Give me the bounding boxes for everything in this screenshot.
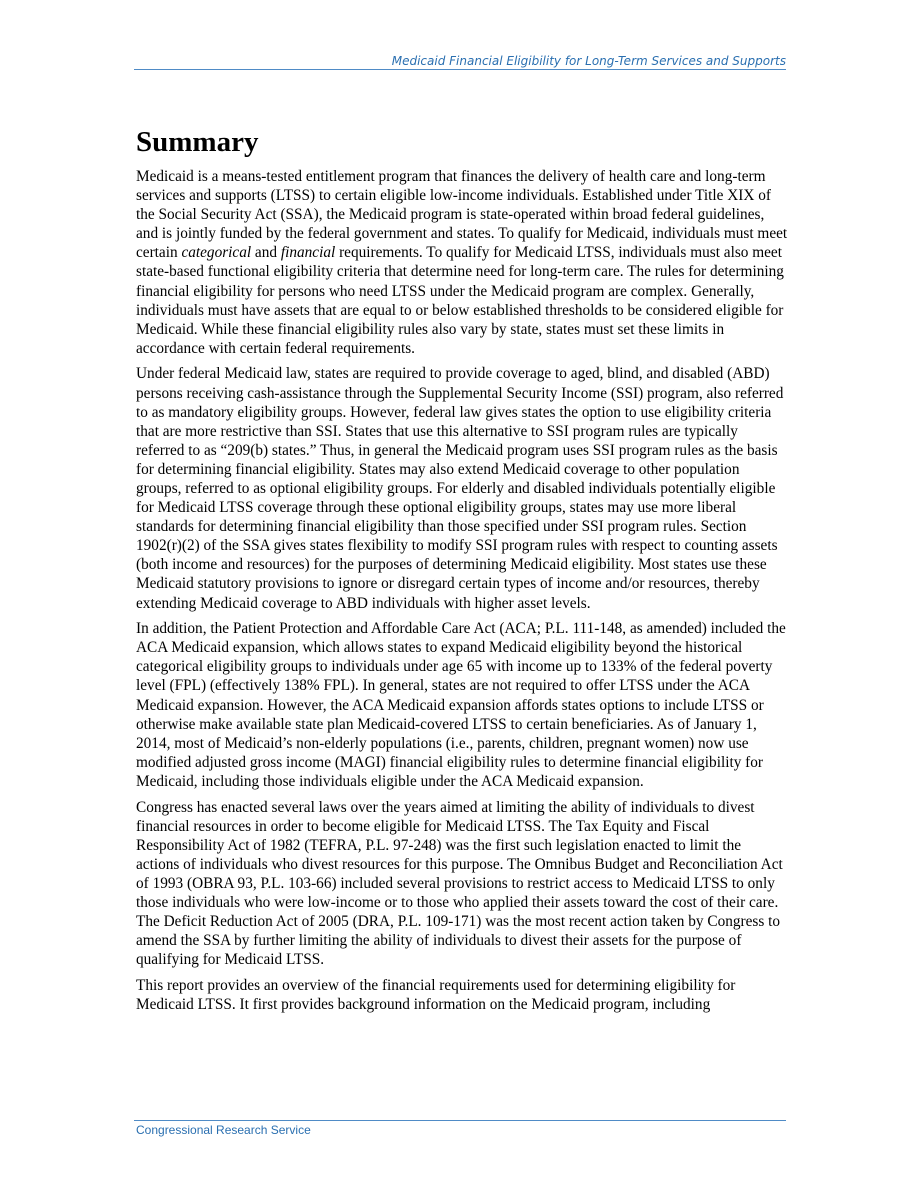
running-header-title: Medicaid Financial Eligibility for Long-Term Services and Supports [391,54,786,68]
financial-emphasis: financial [280,244,336,262]
paragraph-5: This report provides an overview of the financial requirements used for determining eligibility for Medicaid LTSS. It first provides background information on the Medicaid program, including [136,976,736,1013]
header-divider [134,69,786,70]
paragraph-1-text-b: and [251,244,281,262]
paragraph-1 [136,167,788,358]
paragraph-3: In addition, the Patient Protection and Affordable Care Act (ACA; P.L. 111-148, as amended) included the ACA Medicaid expansion, which allows states to expand Medicaid eligibility beyond the historical categorical eligibility groups to individuals under age 65 with income up to 133% of the federal poverty level (FPL) (effectively 138% FPL). In general, states are not required to offer LTSS under the ACA Medicaid expansion. However, the ACA Medicaid expansion affords states options to include LTSS or otherwise make available state plan Medicaid-covered LTSS to certain beneficiaries. As of January 1, 2014, most of Medicaid’s non-elderly populations (i.e., parents, children, pregnant women) now use modified adjusted gross income (MAGI) financial eligibility rules to determine financial eligibility for Medicaid, including those individuals eligible under the ACA Medicaid expansion. [136,620,786,790]
main-content [136,124,788,1021]
categorical-emphasis: categorical [181,244,252,262]
footer-divider [134,1120,786,1121]
paragraph-1-text-c: requirements. To qualify for Medicaid LTSS, individuals must also meet state-based functional eligibility criteria that determine need for long-term care. The rules for determining financial eligibility for persons who need LTSS under the Medicaid program are complex. Generally, individuals must have assets that are equal to or below established thresholds to be considered eligible for Medicaid. While these financial eligibility rules also vary by state, states must set these limits in accordance with certain federal requirements. [136,244,784,357]
paragraph-2: Under federal Medicaid law, states are required to provide coverage to aged, blind, and disabled (ABD) persons receiving cash-assistance through the Supplemental Security Income (SSI) program, also referred to as mandatory eligibility groups. However, federal law gives states the option to use eligibility criteria that are more restrictive than SSI. States that use this alternative to SSI program rules are typically referred to as “209(b) states.” Thus, in general the Medicaid program uses SSI program rules as the basis for determining financial eligibility. States may also extend Medicaid coverage to other population groups, referred to as optional eligibility groups. For elderly and disabled individuals potentially eligible for Medicaid LTSS coverage through these optional eligibility groups, states may use more liberal standards for determining financial eligibility than those specified under SSI program rules. Section 1902(r)(2) of the SSA gives states flexibility to modify SSI program rules with respect to counting assets (both income and resources) for the purposes of determining Medicaid eligibility. Most states use these Medicaid statutory provisions to ignore or disregard certain types of income and/or resources, thereby extending Medicaid coverage to ABD individuals with higher asset levels. [136,365,784,612]
section-title: Summary [136,126,259,158]
paragraph-4: Congress has enacted several laws over the years aimed at limiting the ability of individuals to divest financial resources in order to become eligible for Medicaid LTSS. The Tax Equity and Fiscal Responsibility Act of 1982 (TEFRA, P.L. 97-248) was the first such legislation enacted to limit the actions of individuals who divest resources for this purpose. The Omnibus Budget and Reconciliation Act of 1993 (OBRA 93, P.L. 103-66) included several provisions to restrict access to Medicaid LTSS to only those individuals who were low-income or to those who applied their assets toward the cost of their care. The Deficit Reduction Act of 2005 (DRA, P.L. 109-171) was the most recent action taken by Congress to amend the SSA by further limiting the ability of individuals to divest their assets for the purpose of qualifying for Medicaid LTSS. [136,798,783,969]
footer-organization: Congressional Research Service [136,1123,311,1137]
paragraph-1-text-a: Medicaid is a means-tested entitlement program that finances the delivery of health care and long-term services and supports (LTSS) to certain eligible low-income individuals. Established under Title XIX of the Social Security Act (SSA), the Medicaid program is state-operated within broad federal guidelines, and is jointly funded by the federal government and states. To qualify for Medicaid, individuals must meet certain [136,168,788,262]
